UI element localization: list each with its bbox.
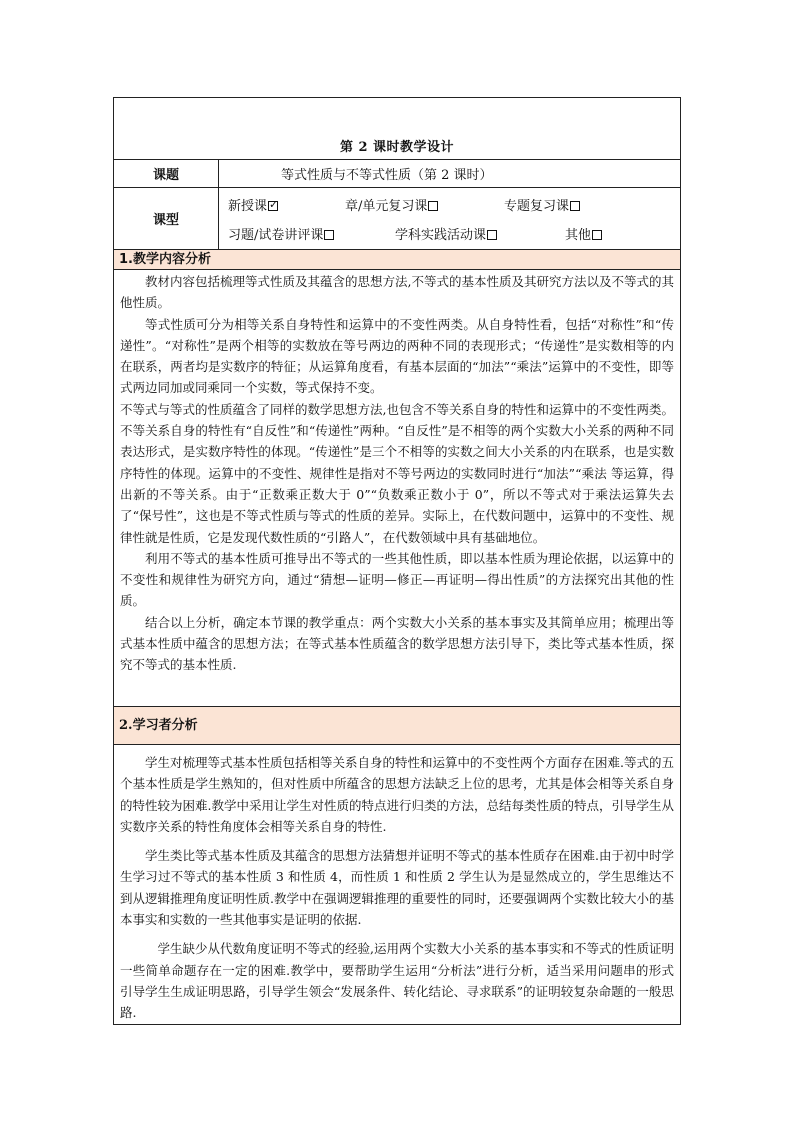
topic-row [114, 160, 680, 188]
option-label: 学科实践活动课 [395, 228, 487, 243]
section2-body [114, 745, 680, 1024]
checkbox-icon[interactable] [570, 201, 580, 211]
option-label: 习题/试卷讲评课 [228, 228, 324, 243]
option-unit-review[interactable] [345, 195, 438, 214]
section2-number: 2. [119, 718, 133, 733]
lesson-type-options [219, 188, 680, 249]
section1-number: 1. [119, 252, 133, 267]
section2-title: 学习者分析 [132, 718, 198, 733]
section1-paragraph: 等式性质可分为相等关系自身特性和运算中的不变性两类。从自身特性看，包括“对称性”和“传递性”。“对称性”是两个相等的实数放在等号两边的两种不同的表现形式；“传递性”是实数相等的内在联系，两者均是实数序的特征；从运算角度看，有基本层面的“加法”“乘法”运算中的不变性，即等式两边同加或同乘同一个实数，等式保持不变。 [120, 316, 674, 396]
checkbox-icon[interactable] [324, 230, 334, 240]
option-label: 其他 [565, 228, 592, 243]
checkbox-icon[interactable] [268, 201, 278, 211]
section1-paragraph: 不等式与等式的性质蕴含了同样的数学思想方法,也包含不等关系自身的特性和运算中的不变性两类。不等关系自身的特性有“自反性”和“传递性”两种。“自反性”是不相等的两个实数大小关系的两种不同表达形式，是实数序特性的体现。“传递性”是三个不相等的实数之间大小关系的内在联系，也是实数序特性的体现。运算中的不变性、规律性是指对不等号两边的实数同时进行“加法”“乘法 等运算，得出新的不等关系。由于“正数乘正数大于 0”“负数乘正数小于 0”，所以不等式对于乘法运算失去了“保号性”，这也是不等式性质与等式的性质的差异。实际上，在代数问题中，运算中的不变性、规律性就是性质，它是发现代数性质的“引路人”，在代数领域中具有基础地位。 [120, 401, 674, 545]
lesson-type-label: 课型 [114, 188, 219, 249]
option-new-lesson[interactable] [228, 195, 278, 214]
section2-paragraph: 学生缺少从代数角度证明不等式的经验,运用两个实数大小关系的基本事实和不等式的性质证明一些简单命题存在一定的困难.教学中，要帮助学生运用“分析法”进行分析，适当采用问题串的形式引导学生生成证明思路，引导学生领会“发展条件、转化结论、寻求联系”的证明较复杂命题的一般思路. [120, 941, 674, 1021]
option-other[interactable] [565, 224, 602, 243]
section1-paragraph: 教材内容包括梳理等式性质及其蕴含的思想方法,不等式的基本性质及其研究方法以及不等式的其他性质。 [120, 274, 674, 311]
section1-heading [114, 250, 680, 270]
section2-paragraph: 学生对梳理等式基本性质包括相等关系自身的特性和运算中的不变性两个方面存在困难.等式的五个基本性质是学生熟知的，但对性质中所蕴含的思想方法缺乏上位的思考，尤其是体会相等关系自身的特性较为困难.教学中采用让学生对性质的特点进行归类的方法，总结每类性质的特点，引导学生从实数序关系的特性角度体会相等关系自身的特性. [120, 755, 674, 834]
title-row [114, 98, 680, 160]
section2-paragraph: 学生类比等式基本性质及其蕴含的思想方法猜想并证明不等式的基本性质存在困难.由于初中时学生学习过不等式的基本性质 3 和性质 4，而性质 1 和性质 2 学生认为是显然成立的，学生思维达不到从逻辑推理角度证明性质.教学中在强调逻辑推理的重要性的同时，还要强调两个实数比较大小的基本事实和实数的一些其他事实是证明的依据. [120, 848, 674, 928]
option-topic-review[interactable] [504, 195, 580, 214]
topic-label: 课题 [114, 160, 219, 187]
page-title: 第 2 课时教学设计 [339, 140, 455, 155]
option-label: 专题复习课 [504, 199, 570, 214]
checkbox-icon[interactable] [487, 230, 497, 240]
section1-paragraph: 利用不等式的基本性质可推导出不等式的一些其他性质，即以基本性质为理论依据，以运算中的不变性和规律性为研究方向，通过“猜想—证明—修正—再证明—得出性质”的方法探究出其他的性质。 [120, 550, 674, 609]
option-label: 章/单元复习课 [345, 199, 428, 214]
section1-paragraph: 结合以上分析，确定本节课的教学重点：两个实数大小关系的基本事实及其简单应用；梳理出等式基本性质中蕴含的思想方法；在等式基本性质蕴含的数学思想方法引导下，类比等式基本性质，探究不等式的基本性质. [120, 614, 674, 673]
section1-title: 教学内容分析 [132, 252, 211, 267]
option-exercise-review[interactable] [228, 224, 334, 243]
topic-value: 等式性质与不等式性质（第 2 课时） [281, 168, 493, 183]
option-label: 新授课 [228, 199, 268, 214]
option-practice-activity[interactable] [395, 224, 497, 243]
lesson-type-row [114, 188, 680, 250]
lesson-design-table [113, 97, 681, 1025]
checkbox-icon[interactable] [428, 201, 438, 211]
section1-body [114, 270, 680, 707]
section2-heading [114, 707, 680, 745]
checkbox-icon[interactable] [592, 230, 602, 240]
